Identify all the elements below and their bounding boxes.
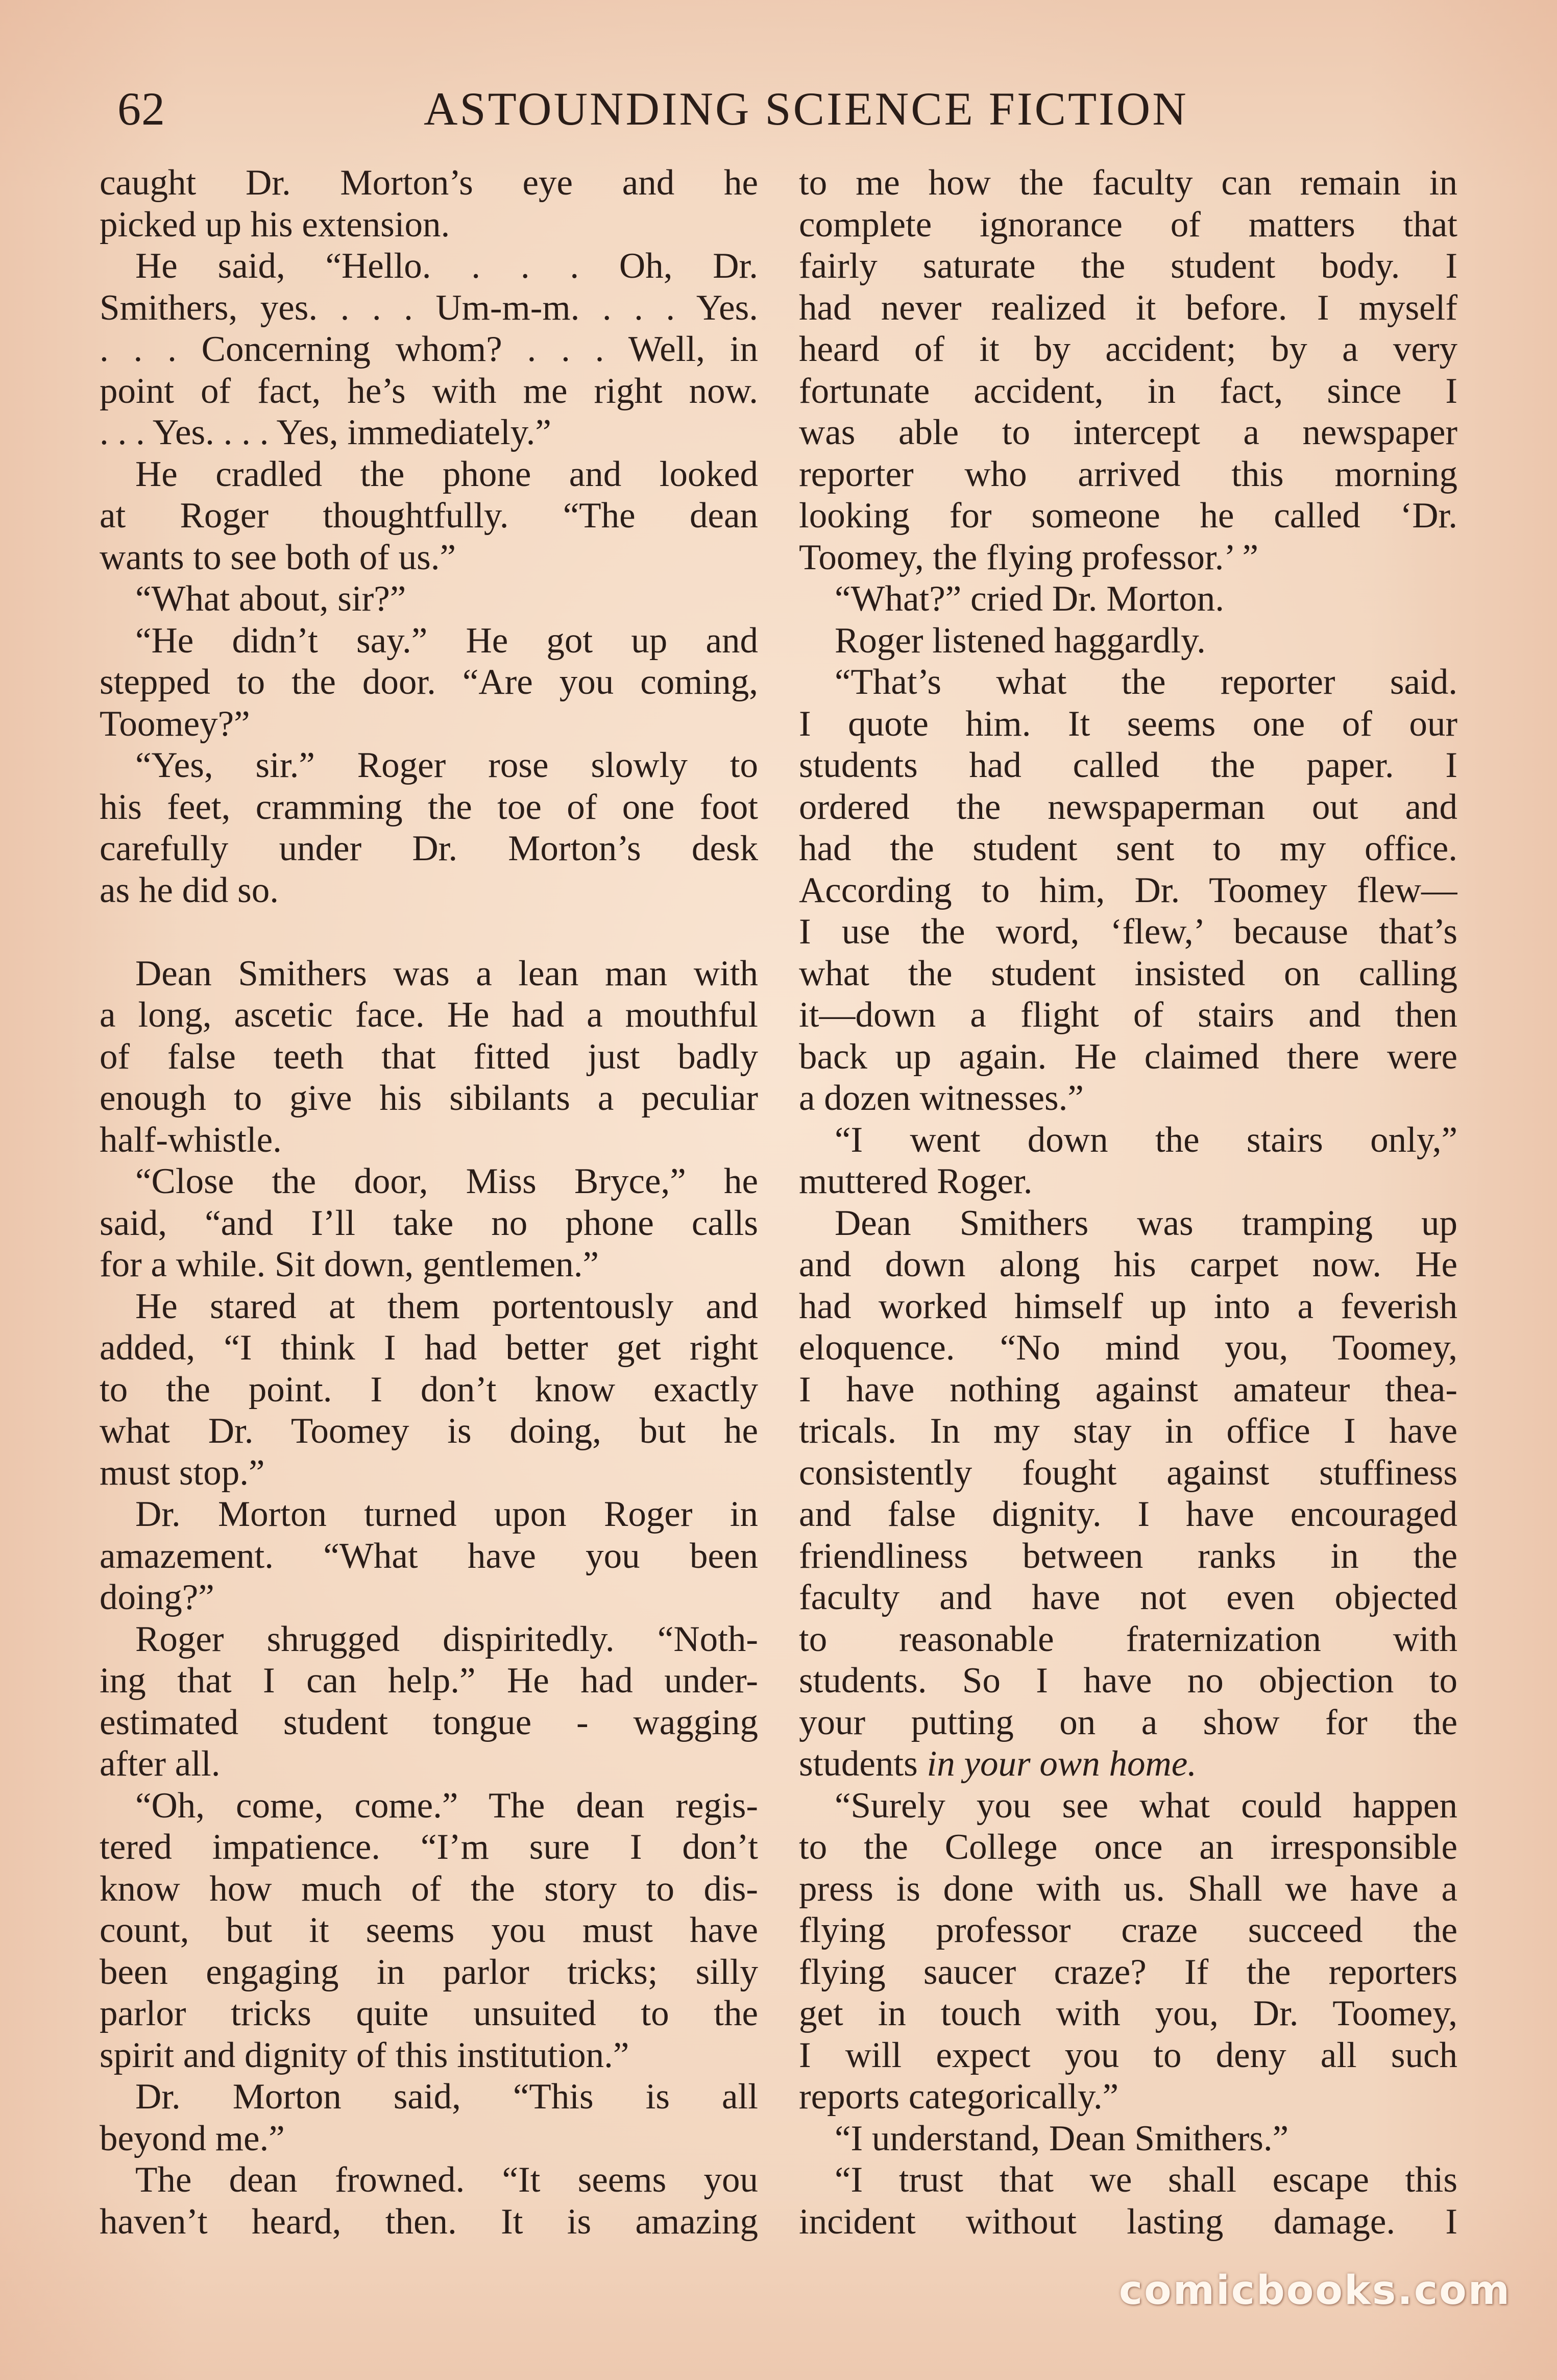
text-line	[799, 620, 1457, 662]
text-line	[100, 371, 758, 412]
text-line	[799, 1036, 1457, 1078]
page-header	[117, 82, 1465, 148]
text-line-content: had worked himself up into a feverish	[799, 1286, 1457, 1326]
text-line	[799, 1827, 1457, 1868]
text-line-content: haven’t heard, then. It is amazing	[100, 2201, 758, 2242]
text-line	[799, 2118, 1457, 2160]
text-line-content: get in touch with you, Dr. Toomey,	[799, 1994, 1457, 2033]
text-line-content: “I understand, Dean Smithers.”	[835, 2118, 1289, 2158]
text-line	[100, 745, 758, 787]
text-line	[799, 1785, 1457, 1827]
text-line	[799, 911, 1457, 953]
text-line	[799, 412, 1457, 454]
text-line-content: “I trust that we shall escape this	[835, 2160, 1457, 2200]
text-line	[100, 953, 758, 995]
text-line	[799, 1577, 1457, 1619]
watermark: comicbooks.com	[1118, 2268, 1511, 2314]
text-line-content: and false dignity. I have encouraged	[799, 1494, 1457, 1534]
text-line-content: spirit and dignity of this institution.”	[100, 2035, 629, 2075]
text-line-content: had the student sent to my office.	[799, 829, 1457, 868]
text-line-content: I quote him. It seems one of our	[799, 703, 1457, 744]
text-line-content: “Oh, come, come.” The dean regis-	[135, 1785, 758, 1826]
text-line	[100, 1452, 758, 1494]
text-line-content: fairly saturate the student body. I	[799, 246, 1457, 286]
text-line	[100, 1244, 758, 1286]
text-line-content: eloquence. “No mind you, Toomey,	[799, 1328, 1457, 1368]
text-line	[100, 1827, 758, 1868]
text-line-content: “What about, sir?”	[135, 579, 406, 619]
text-line	[799, 454, 1457, 496]
text-line	[799, 2076, 1457, 2118]
text-line	[799, 1993, 1457, 2035]
text-line	[100, 246, 758, 287]
text-line-content: Toomey, the flying professor.’ ”	[799, 537, 1259, 577]
text-line	[799, 745, 1457, 787]
text-line	[799, 662, 1457, 703]
text-line	[100, 2035, 758, 2077]
text-line	[100, 578, 758, 620]
text-line-content: students	[799, 1744, 927, 1784]
text-line-content: Dean Smithers was a lean man with	[135, 953, 758, 993]
text-line-content: friendliness between ranks in the	[799, 1536, 1457, 1576]
text-line-content: I will expect you to deny all such	[799, 2035, 1457, 2075]
text-line-content: enough to give his sibilants a peculiar	[100, 1078, 758, 1118]
text-line-content: estimated student tongue - wagging	[100, 1702, 758, 1742]
text-line	[100, 662, 758, 703]
text-line	[100, 1910, 758, 1952]
text-line	[100, 1203, 758, 1245]
text-line-content: tered impatience. “I’m sure I don’t	[100, 1827, 758, 1867]
text-line	[799, 1078, 1457, 1120]
text-line	[100, 162, 758, 204]
text-line-content: Toomey?”	[100, 703, 250, 744]
text-line	[100, 204, 758, 246]
text-line-content: a dozen witnesses.”	[799, 1078, 1084, 1118]
text-line-content: Dr. Morton said, “This is all	[135, 2077, 758, 2117]
text-line	[799, 1868, 1457, 1910]
text-line-content: flying saucer craze? If the reporters	[799, 1952, 1457, 1992]
text-line-content: what Dr. Toomey is doing, but he	[100, 1411, 758, 1451]
text-line	[100, 1327, 758, 1369]
text-line-content: your putting on a show for the	[799, 1702, 1457, 1742]
text-line	[100, 1120, 758, 1161]
text-line-content: The dean frowned. “It seems you	[135, 2160, 758, 2200]
text-line-content: was able to intercept a newspaper	[799, 412, 1457, 452]
text-line	[799, 2159, 1457, 2201]
text-line-content: Smithers, yes. . . . Um-m-m. . . . Yes.	[100, 287, 758, 328]
text-line	[799, 1244, 1457, 1286]
text-line	[799, 703, 1457, 745]
text-line	[100, 1369, 758, 1411]
running-head: ASTOUNDING SCIENCE FICTION	[424, 83, 1188, 135]
text-line	[100, 1286, 758, 1328]
text-line-content: carefully under Dr. Morton’s desk	[100, 829, 758, 868]
text-line-content: . . . Yes. . . . Yes, immediately.”	[100, 412, 551, 452]
text-line	[799, 1743, 1457, 1785]
text-line	[100, 1036, 758, 1078]
text-line	[100, 412, 758, 454]
text-line	[100, 994, 758, 1036]
right-column	[799, 162, 1457, 2243]
text-line-content: ing that I can help.” He had under-	[100, 1661, 758, 1701]
text-line-content: as he did so.	[100, 870, 279, 910]
text-line	[799, 287, 1457, 329]
text-line	[100, 1952, 758, 1994]
text-line	[100, 454, 758, 496]
text-line	[100, 1078, 758, 1120]
text-line	[799, 1660, 1457, 1702]
text-line-content: point of fact, he’s with me right now.	[100, 371, 758, 411]
text-line	[799, 787, 1457, 829]
text-line	[799, 578, 1457, 620]
text-line	[799, 953, 1457, 995]
text-line-content: Dr. Morton turned upon Roger in	[135, 1494, 758, 1534]
text-line-italic: in your own home.	[927, 1744, 1197, 1784]
text-line-content: “Yes, sir.” Roger rose slowly to	[135, 745, 758, 785]
text-line-content: flying professor craze succeed the	[799, 1910, 1457, 1950]
text-line	[799, 828, 1457, 870]
text-line-content: after all.	[100, 1744, 221, 1784]
text-line-content: tricals. In my stay in office I have	[799, 1411, 1457, 1451]
text-line	[100, 1411, 758, 1452]
text-line-content: added, “I think I had better get right	[100, 1328, 758, 1368]
text-line	[799, 246, 1457, 287]
text-line	[100, 495, 758, 537]
text-line-content: According to him, Dr. Toomey flew—	[799, 870, 1457, 910]
text-line-content: “Surely you see what could happen	[835, 1785, 1457, 1826]
text-line-content: ordered the newspaperman out and	[799, 787, 1457, 827]
text-line-content: Roger listened haggardly.	[835, 620, 1206, 661]
text-line	[100, 1660, 758, 1702]
text-line-content: “I went down the stairs only,”	[835, 1120, 1457, 1160]
text-line-content: stepped to the door. “Are you coming,	[100, 662, 758, 702]
text-line	[799, 1161, 1457, 1203]
text-line	[799, 1952, 1457, 1994]
text-line-content: to the point. I don’t know exactly	[100, 1369, 758, 1410]
text-line-content: faculty and have not even objected	[799, 1577, 1457, 1617]
text-line	[100, 1993, 758, 2035]
text-line	[799, 1536, 1457, 1577]
text-line	[100, 537, 758, 579]
text-line-content: Dean Smithers was tramping up	[835, 1203, 1457, 1243]
text-line-content: amazement. “What have you been	[100, 1536, 758, 1576]
text-line-content: to the College once an irresponsible	[799, 1827, 1457, 1867]
text-line	[100, 620, 758, 662]
page-number: 62	[117, 83, 165, 135]
text-line-content: his feet, cramming the toe of one foot	[100, 787, 758, 827]
text-line	[799, 371, 1457, 412]
text-line	[799, 870, 1457, 912]
text-line	[799, 2201, 1457, 2243]
text-line-content: been engaging in parlor tricks; silly	[100, 1952, 758, 1992]
text-line	[799, 162, 1457, 204]
text-line-content: heard of it by accident; by a very	[799, 329, 1457, 369]
text-line-content: half-whistle.	[100, 1120, 282, 1160]
text-line	[100, 287, 758, 329]
text-line	[799, 1411, 1457, 1452]
text-columns	[100, 162, 1468, 2261]
text-line-content: of false teeth that fitted just badly	[100, 1036, 758, 1077]
text-line-content: to me how the faculty can remain in	[799, 163, 1457, 203]
text-line-content: “He didn’t say.” He got up and	[135, 620, 758, 661]
text-line-content: He cradled the phone and looked	[135, 454, 758, 494]
text-line	[799, 204, 1457, 246]
section-break	[100, 911, 758, 953]
text-line-content: what the student insisted on calling	[799, 953, 1457, 993]
text-line-content: Roger shrugged dispiritedly. “Noth-	[135, 1619, 758, 1659]
text-line-content: reporter who arrived this morning	[799, 454, 1457, 494]
text-line-content: incident without lasting damage. I	[799, 2201, 1457, 2242]
text-line-content: wants to see both of us.”	[100, 537, 456, 577]
text-line-content: “That’s what the reporter said.	[835, 662, 1457, 702]
text-line	[100, 1743, 758, 1785]
text-line	[799, 994, 1457, 1036]
text-line-content: and down along his carpet now. He	[799, 1245, 1457, 1284]
text-line-content: muttered Roger.	[799, 1161, 1033, 1201]
text-line	[100, 703, 758, 745]
text-line	[100, 1619, 758, 1661]
text-line	[100, 870, 758, 912]
text-line	[100, 2201, 758, 2243]
text-line-content: picked up his extension.	[100, 204, 450, 245]
text-line	[100, 1785, 758, 1827]
text-line-content: He said, “Hello. . . . Oh, Dr.	[135, 246, 758, 286]
text-line-content: beyond me.”	[100, 2118, 285, 2158]
text-line-content: I use the word, ‘flew,’ because that’s	[799, 912, 1457, 952]
text-line-content: press is done with us. Shall we have a	[799, 1868, 1457, 1909]
text-line	[100, 1161, 758, 1203]
text-line-content: know how much of the story to dis-	[100, 1868, 758, 1909]
text-line-content: complete ignorance of matters that	[799, 204, 1457, 245]
text-line	[799, 495, 1457, 537]
text-line-content: must stop.”	[100, 1452, 265, 1493]
text-line	[100, 1868, 758, 1910]
text-line	[100, 1702, 758, 1744]
text-line	[799, 1619, 1457, 1661]
text-line	[100, 1577, 758, 1619]
text-line	[799, 1369, 1457, 1411]
text-line-content: caught Dr. Morton’s eye and he	[100, 163, 758, 203]
text-line	[799, 1327, 1457, 1369]
text-line-content: at Roger thoughtfully. “The dean	[100, 496, 758, 536]
text-line	[100, 2118, 758, 2160]
text-line-content: count, but it seems you must have	[100, 1910, 758, 1950]
text-line	[799, 537, 1457, 579]
text-line-content: back up again. He claimed there were	[799, 1036, 1457, 1077]
text-line-content: reports categorically.”	[799, 2077, 1119, 2117]
text-line-content: consistently fought against stuffiness	[799, 1452, 1457, 1493]
text-line-content: “Close the door, Miss Bryce,” he	[135, 1161, 758, 1201]
text-line	[799, 1452, 1457, 1494]
text-line	[100, 1536, 758, 1577]
text-line-content: it—down a flight of stairs and then	[799, 995, 1457, 1035]
text-line-content: He stared at them portentously and	[135, 1286, 758, 1326]
text-line-content: looking for someone he called ‘Dr.	[799, 496, 1457, 536]
text-line	[100, 2076, 758, 2118]
text-line	[100, 329, 758, 371]
text-line-content: students had called the paper. I	[799, 745, 1457, 785]
text-line-content: I have nothing against amateur thea-	[799, 1369, 1457, 1410]
text-line-content: doing?”	[100, 1577, 214, 1617]
text-line-content: said, “and I’ll take no phone calls	[100, 1203, 758, 1243]
left-column	[100, 162, 758, 2243]
text-line	[799, 2035, 1457, 2077]
text-line-content: for a while. Sit down, gentlemen.”	[100, 1245, 599, 1284]
text-line	[100, 2159, 758, 2201]
text-line-content: had never realized it before. I myself	[799, 287, 1457, 328]
text-line	[799, 1910, 1457, 1952]
text-line	[799, 329, 1457, 371]
text-line-content: . . . Concerning whom? . . . Well, in	[100, 329, 758, 369]
text-line-content: students. So I have no objection to	[799, 1661, 1457, 1701]
text-line	[799, 1120, 1457, 1161]
text-line	[799, 1494, 1457, 1536]
text-line	[100, 787, 758, 829]
text-line	[799, 1702, 1457, 1744]
text-line-content: parlor tricks quite unsuited to the	[100, 1994, 758, 2033]
text-line	[100, 1494, 758, 1536]
text-line-content: a long, ascetic face. He had a mouthful	[100, 995, 758, 1035]
text-line	[799, 1286, 1457, 1328]
text-line	[100, 828, 758, 870]
text-line-content: “What?” cried Dr. Morton.	[835, 579, 1224, 619]
text-line	[799, 1203, 1457, 1245]
text-line-content: to reasonable fraternization with	[799, 1619, 1457, 1659]
text-line-content: fortunate accident, in fact, since I	[799, 371, 1457, 411]
